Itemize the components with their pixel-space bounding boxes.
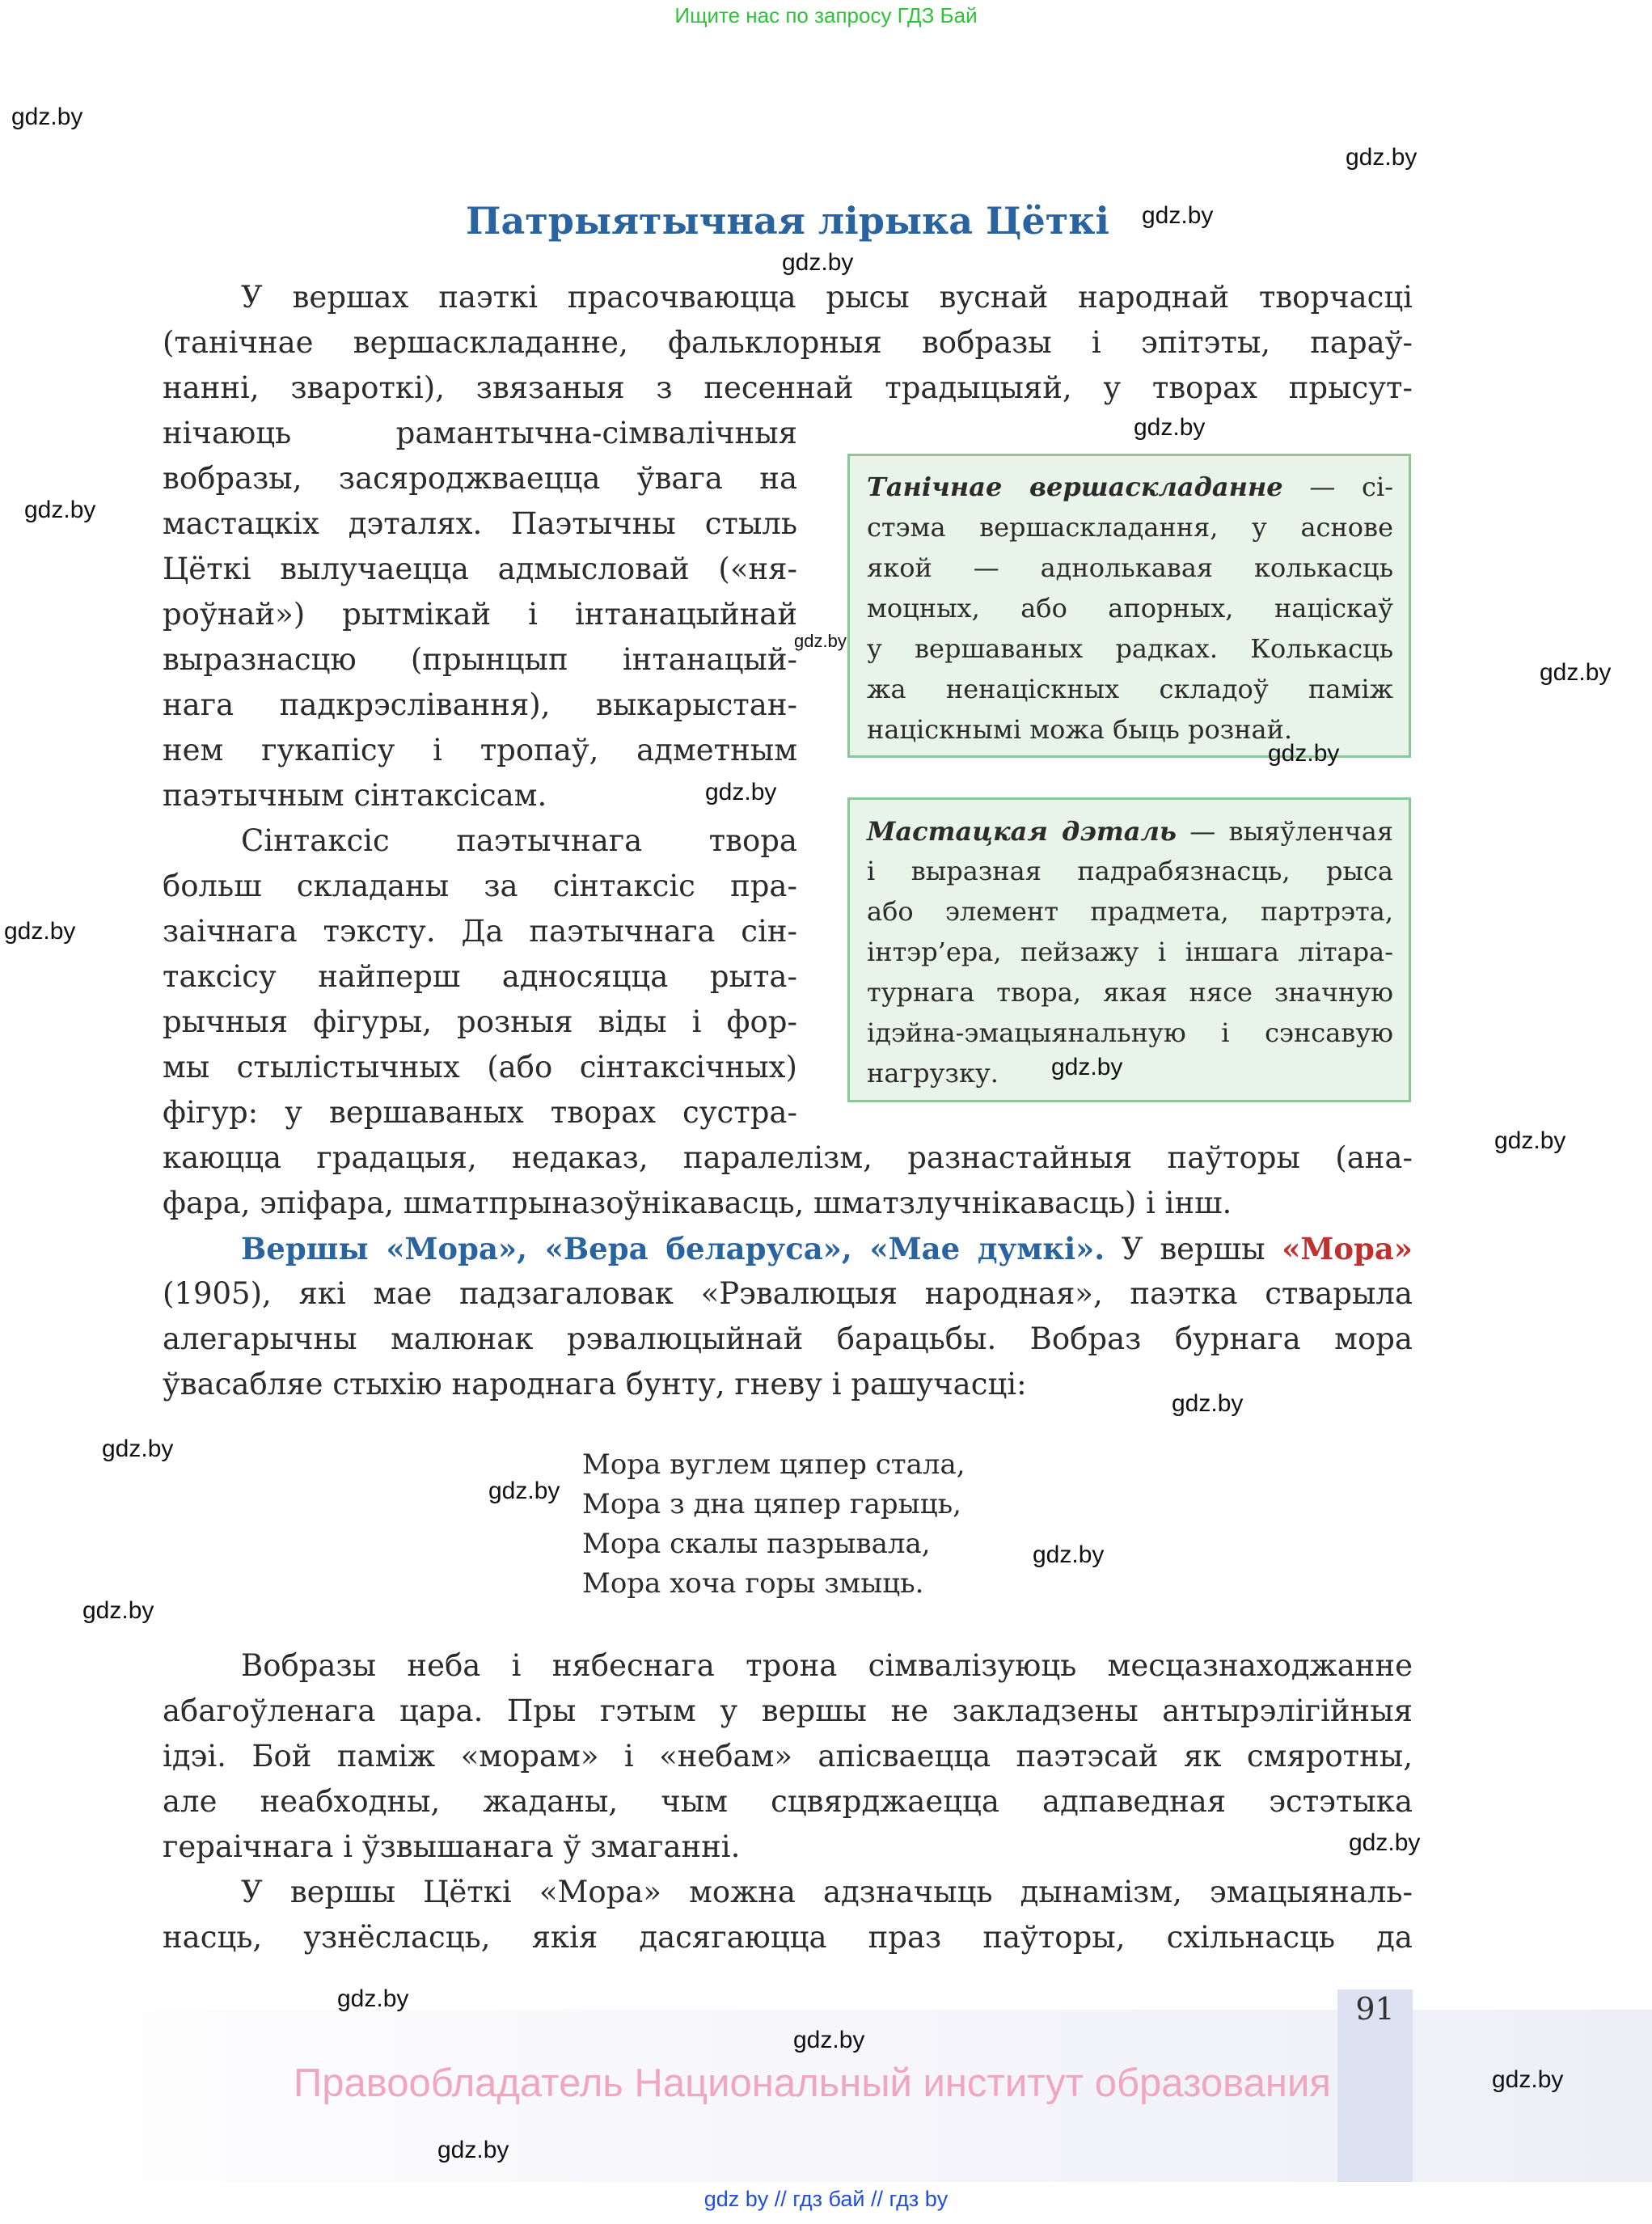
section-heading: Вершы «Мора», «Вера беларуса», «Мае думкі». — [241, 1231, 1105, 1266]
text-line: (1905), які мае падзагаловак «Рэвалюцыя народная», паэтка стварыла — [163, 1276, 1413, 1311]
text-line: фігур: у вершаваных творах сустра- — [163, 1095, 797, 1130]
gdz-watermark: gdz.by — [11, 104, 83, 130]
box-text-line: інтэр’ера, пейзажу і іншага літара- — [867, 937, 1393, 967]
text-line: каюцца градацыя, недаказ, паралелізм, разнастайныя паўторы (ана- — [163, 1140, 1413, 1175]
search-hint[interactable]: Ищите нас по запросу ГДЗ Бай — [674, 3, 978, 27]
text-line: нанні, звароткі), звязаныя з песеннай традыцыяй, у творах прысут- — [163, 370, 1413, 405]
gdz-watermark: gdz.by — [1540, 659, 1612, 686]
text-line: У вершах паэткі прасочваюцца рысы вуснай народнай творчасці — [241, 280, 1413, 315]
text-line: роўнай») рытмікай і інтанацыйнай — [163, 597, 797, 632]
box-text-line: і выразная падрабязнасць, рыса — [867, 856, 1393, 886]
box-text-line: нагрузку. — [867, 1058, 999, 1089]
text-line: мы стылістычных (або сінтаксічных) — [163, 1050, 797, 1085]
poem-line: Мора скалы пазрывала, — [582, 1528, 931, 1560]
box-text-line: стэма вершаскладання, у аснове — [867, 512, 1393, 543]
box-text-line: жа ненаціскных складоў паміж — [867, 674, 1393, 704]
text-line: гераічнага і ўзвышанага ў змаганні. — [163, 1829, 741, 1864]
bottom-links[interactable]: gdz by // гдз бай // гдз by — [703, 2187, 949, 2211]
text-line: рычныя фігуры, розныя віды і фор- — [163, 1004, 797, 1039]
gdz-watermark: gdz.by — [1172, 1390, 1244, 1417]
gdz-watermark: gdz.by — [437, 2137, 509, 2163]
text-line: фара, эпіфара, шматпрыназоўнікавасць, шматзлучнікавасць) і інш. — [163, 1186, 1232, 1220]
gdz-watermark: gdz.by — [337, 1985, 409, 2012]
term-definition-start: — выяўленчая — [1177, 816, 1393, 847]
text-line: нем гукапісу і тропаў, адметным — [163, 733, 797, 767]
text-line: (танічнае вершаскладанне, фальклорныя вобразы і эпітэты, параў- — [163, 325, 1413, 360]
definition-box-tonic-verse — [847, 454, 1411, 758]
text: У вершы — [1105, 1232, 1282, 1266]
box-text-line: націскнымі можа быць рознай. — [867, 714, 1293, 745]
text-line: паэтычным сінтаксісам. — [163, 778, 547, 813]
text-line: Вобразы неба і нябеснага трона сімвалізуюць месцазнаходжанне — [241, 1648, 1413, 1683]
box-text-line: турнага твора, якая нясе значную — [867, 977, 1393, 1008]
page-number: 91 — [1355, 1991, 1395, 2027]
gdz-watermark: gdz.by — [102, 1435, 174, 1462]
text-line: насць, узнёсласць, якія дасягаюцца праз паўторы, схільнасць да — [163, 1920, 1413, 1955]
text-line: вобразы, засяроджваецца ўвага на — [163, 461, 797, 496]
text-line: ўвасабляе стыхію народнага бунту, гневу і рашучасці: — [163, 1367, 1027, 1402]
text-line: абагоўленага цара. Пры гэтым у вершы не закладзены антырэлігійныя — [163, 1693, 1413, 1728]
text-line: таксісу найперш адносяцца рыта- — [163, 959, 797, 994]
box-first-line — [867, 811, 1393, 852]
box-text-line: моцных, або апорных, націскаў — [867, 593, 1393, 624]
gdz-watermark: gdz.by — [1134, 414, 1206, 441]
box-text-line: у вершаваных радках. Колькасць — [867, 633, 1393, 664]
gdz-watermark: gdz.by — [1268, 740, 1340, 767]
poem-title-highlight: «Мора» — [1282, 1231, 1413, 1266]
poem-line: Мора вуглем цяпер стала, — [582, 1448, 965, 1481]
text-line: ідэі. Бой паміж «морам» і «небам» апісваецца паэтэсай як смяротны, — [163, 1739, 1413, 1774]
text-line: нічаюць рамантычна-сімвалічныя — [163, 416, 797, 450]
poem-line: Мора з дна цяпер гарыць, — [582, 1488, 961, 1520]
gdz-watermark: gdz.by — [4, 918, 76, 945]
gdz-watermark: gdz.by — [24, 497, 96, 523]
text-line: мастацкіх дэталях. Паэтычны стыль — [163, 506, 797, 541]
gdz-watermark: gdz.by — [1349, 1829, 1421, 1856]
text-line: больш складаны за сінтаксіс пра- — [163, 869, 797, 903]
poem-quote — [582, 1445, 965, 1604]
gdz-watermark: gdz.by — [1346, 144, 1418, 171]
text-line: Сінтаксіс паэтычнага твора — [241, 823, 797, 858]
gdz-watermark: gdz.by — [1142, 202, 1214, 229]
term: Мастацкая дэталь — [867, 816, 1177, 847]
text-line: але неабходны, жаданы, чым сцвярджаецца адпаведная эстэтыка — [163, 1784, 1413, 1819]
gdz-watermark: gdz.by — [1051, 1054, 1123, 1080]
term-definition-start: — сі- — [1282, 471, 1394, 502]
gdz-watermark: gdz.by — [705, 779, 777, 805]
gdz-watermark: gdz.by — [793, 2027, 865, 2053]
text-line: алегарычны малюнак рэвалюцыйнай барацьбы. Вобраз бурнага мора — [163, 1321, 1413, 1356]
gdz-watermark: gdz.by — [82, 1597, 154, 1624]
term: Танічнае вершаскладанне — [867, 471, 1283, 502]
gdz-watermark: gdz.by — [1494, 1127, 1566, 1154]
text-line: заічнага тэксту. Да паэтычнага сін- — [163, 914, 797, 949]
box-text-line: ідэйна-эмацыянальную і сэнсавую — [867, 1017, 1393, 1048]
box-first-line — [867, 467, 1393, 507]
text-line: нага падкрэслівання), выкарыстан- — [163, 687, 797, 722]
poem-line: Мора хоча горы змыць. — [582, 1567, 924, 1600]
box-text-line: якой — аднолькавая колькасць — [867, 552, 1393, 583]
gdz-watermark: gdz.by — [1492, 2066, 1564, 2093]
rights-holder-watermark: Правообладатель Национальный институт образования — [294, 2061, 1331, 2105]
definition-box-artistic-detail — [847, 797, 1411, 1102]
gdz-watermark: gdz.by — [782, 249, 854, 276]
text-line: выразнасцю (прынцып інтанацый- — [163, 642, 797, 677]
text-line: Цёткі вылучаецца адмысловай («ня- — [163, 552, 797, 586]
gdz-watermark: gdz.by — [1033, 1541, 1105, 1568]
page-title: Патрыятычная лірыка Цёткі — [466, 199, 1109, 243]
gdz-watermark: gdz.by — [794, 631, 847, 651]
text-line: У вершы Цёткі «Мора» можна адзначыць дынамізм, эмацыяналь- — [241, 1875, 1413, 1909]
gdz-watermark: gdz.by — [488, 1478, 560, 1504]
box-text-line: або элемент прадмета, партрэта, — [867, 896, 1393, 927]
section-heading-line — [241, 1226, 1413, 1271]
